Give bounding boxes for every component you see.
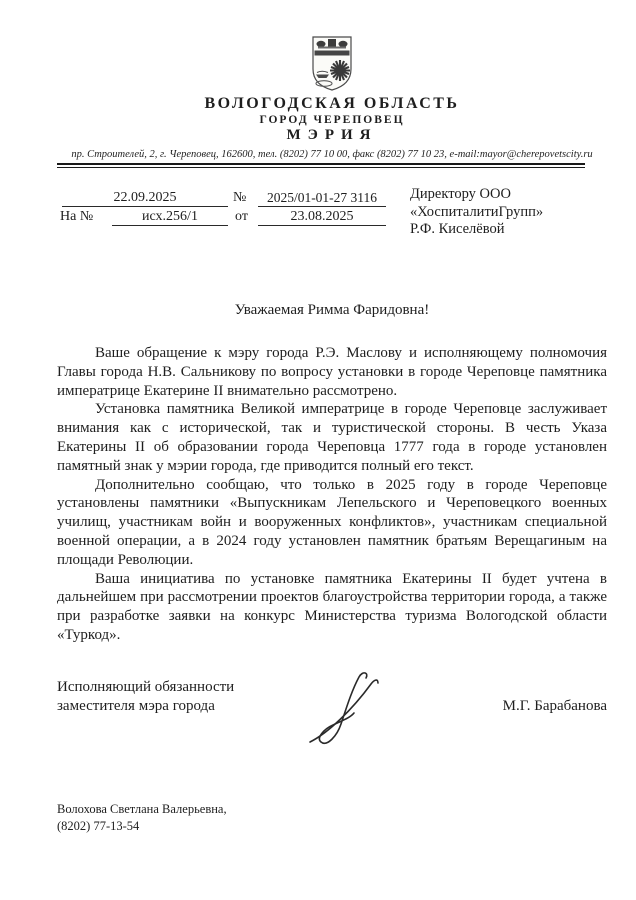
letterhead-region: ВОЛОГОДСКАЯ ОБЛАСТЬ	[204, 95, 460, 112]
letterhead	[57, 35, 607, 168]
body-paragraph-3: Дополнительно сообщаю, что только в 2025 году в городе Череповце установлены памятники «Выпускникам Лепельского и Череповецкого военных училищ, участникам войн и вооруженных конфликтов», участникам специальной военной операции, а в 2024 году установлен памятник братьям Верещагиным на площади Революции.	[57, 476, 607, 568]
outgoing-number-field: 2025/01-01-27 3116	[258, 190, 386, 207]
executor-block	[57, 801, 227, 834]
addressee-line-2: «ХоспиталитиГрупп»	[410, 203, 544, 220]
addressee-line-1: Директору ООО	[410, 186, 511, 202]
body-paragraph-4: Ваша инициатива по установке памятника Екатерины II будет учтена в дальнейшем при рассмотрении проектов благоустройства территории города, а также при разработке заявки на конкурс Министерства туризма Вологодской области «Туркод».	[57, 570, 607, 643]
salutation: Уважаемая Римма Фаридовна!	[234, 302, 430, 318]
number-sign-label: №	[233, 190, 247, 205]
letterhead-divider	[57, 163, 585, 168]
incoming-date-field: 23.08.2025	[258, 209, 386, 226]
letterhead-city: ГОРОД ЧЕРЕПОВЕЦ	[259, 114, 405, 126]
letterhead-org: МЭРИЯ	[286, 127, 378, 143]
na-no-label: На №	[60, 209, 94, 224]
signer-position-line-1: Исполняющий обязанности	[57, 678, 235, 695]
executor-phone: (8202) 77-13-54	[57, 818, 140, 833]
letterhead-contact-line: пр. Строителей, 2, г. Череповец, 162600, тел. (8202) 77 10 00, факс (8202) 77 10 23, e-mail:mayor@cherepovetscity.ru	[71, 149, 593, 160]
addressee-block	[410, 186, 543, 239]
letter-body	[57, 344, 607, 645]
executor-name: Волохова Светлана Валерьевна,	[57, 802, 227, 816]
signer-name: М.Г. Барабанова	[502, 697, 607, 714]
signer-position	[57, 678, 234, 716]
handwritten-signature	[300, 670, 400, 755]
ot-label: от	[235, 209, 248, 224]
addressee-line-3: Р.Ф. Киселёвой	[410, 221, 505, 237]
outgoing-date-field: 22.09.2025	[62, 190, 228, 207]
signer-position-line-2: заместителя мэра города	[57, 697, 215, 714]
body-paragraph-1: Ваше обращение к мэру города Р.Э. Маслову и исполняющему полномочия Главы города Н.В. Сальникову по вопросу установки в городе Череповце памятника императрице Екатерине II внимательно рассмотрено.	[57, 345, 607, 399]
coat-of-arms-icon	[309, 35, 355, 92]
body-paragraph-2: Установка памятника Великой императрице в городе Череповце заслуживает внимания как с исторической, так и туристической стороны. В честь Указа Екатерины II об образовании города Череповца 1777 года в городе установлен памятный знак у мэрии города, где приводится полный его текст.	[57, 401, 607, 474]
reference-block	[57, 188, 607, 250]
incoming-number-field: исх.256/1	[112, 209, 228, 226]
signature-block	[57, 678, 607, 716]
